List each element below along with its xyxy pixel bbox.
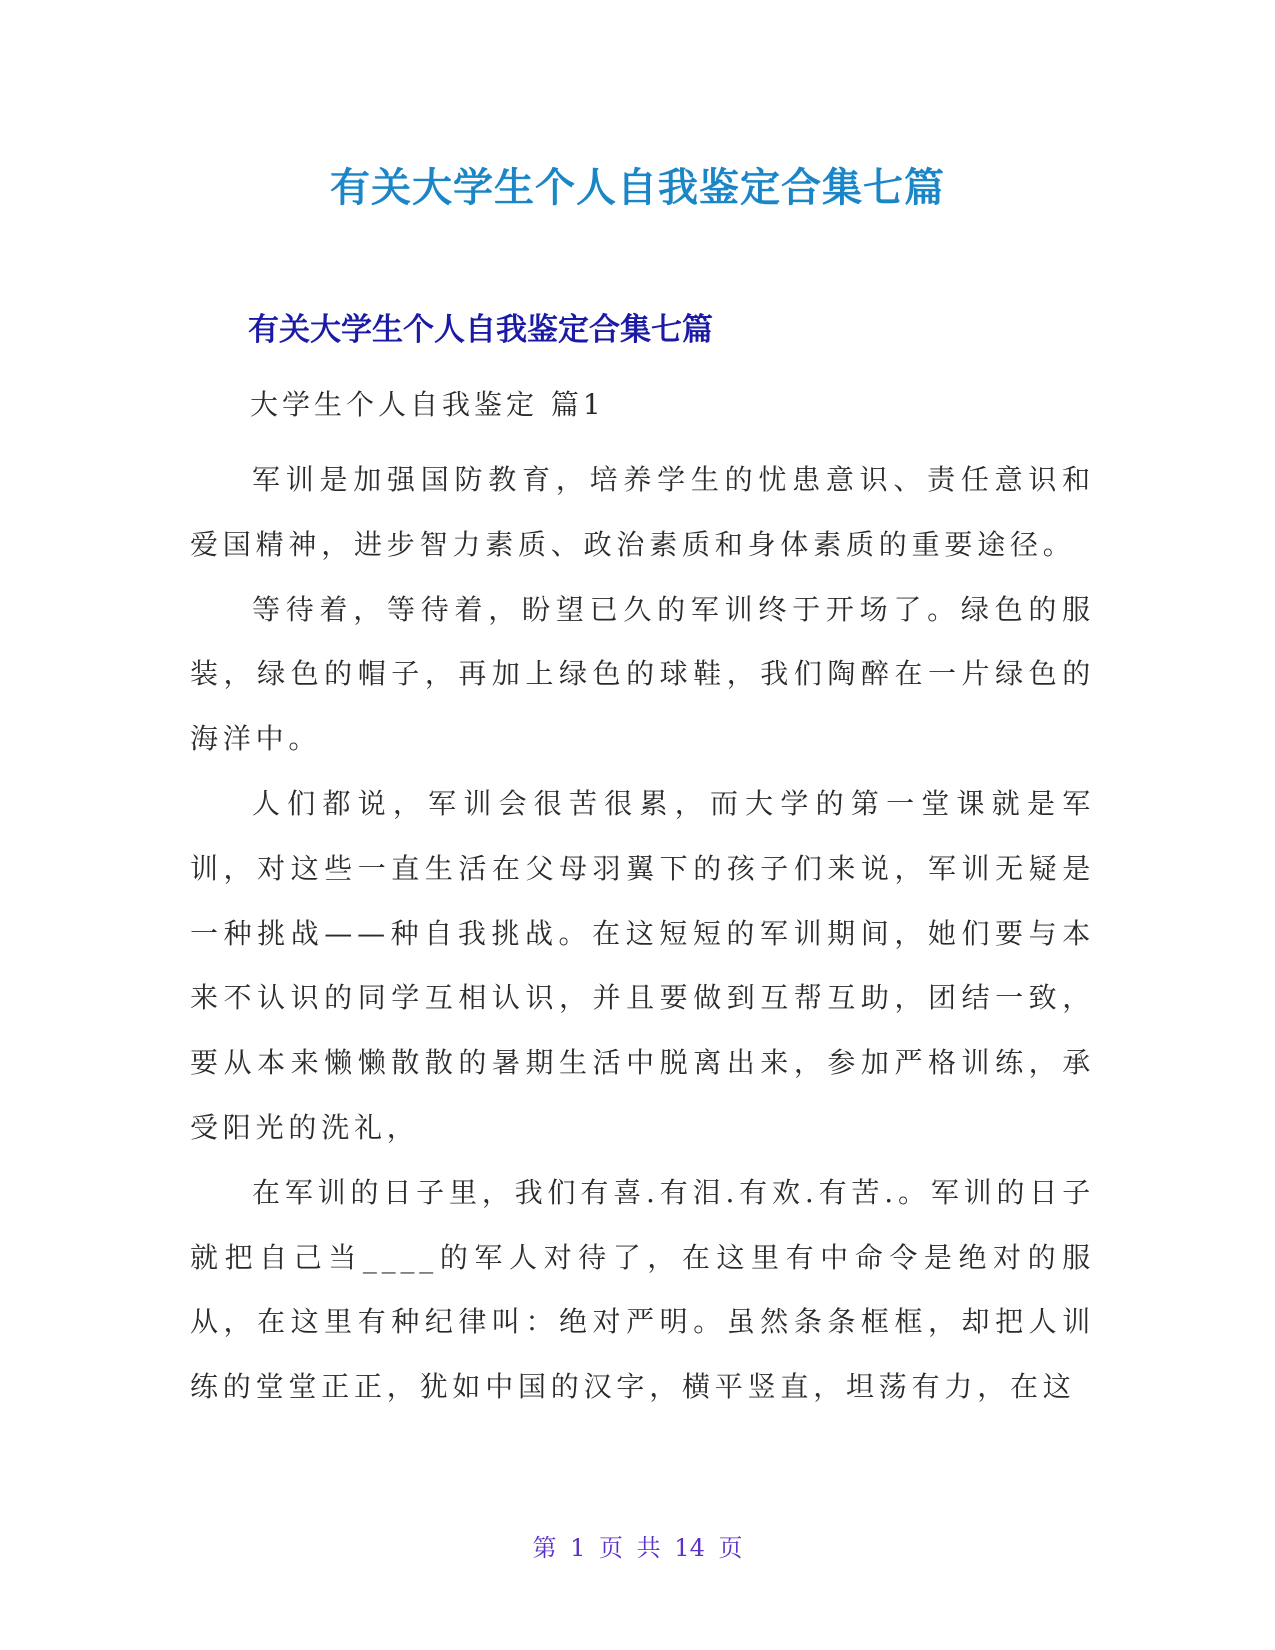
paragraph-4: 在军训的日子里，我们有喜.有泪.有欢.有苦.。军训的日子就把自己当____的军人对待了，在这里有中命令是绝对的服从，在这里有种纪律叫：绝对严明。虽然条条框框，却把人训练的堂堂正正，犹如中国的汉字，横平竖直，坦荡有力，在这 <box>190 1175 1095 1404</box>
paragraph-3: 人们都说，军训会很苦很累，而大学的第一堂课就是军训，对这些一直生活在父母羽翼下的孩子们来说，军训无疑是一种挑战——种自我挑战。在这短短的军训期间，她们要与本来不认识的同学互相认识，并且要做到互帮互助，团结一致，要从本来懒懒散散的暑期生活中脱离出来，参加严格训练，承受阳光的洗礼， <box>190 786 1095 1144</box>
page-title: 有关大学生个人自我鉴定合集七篇 <box>330 165 945 211</box>
paragraph-2: 等待着，等待着，盼望已久的军训终于开场了。绿色的服装，绿色的帽子，再加上绿色的球鞋，我们陶醉在一片绿色的海洋中。 <box>190 592 1095 756</box>
page-footer: 第 1 页 共 14 页 <box>532 1534 743 1562</box>
document-body <box>190 448 1095 1420</box>
section-heading: 有关大学生个人自我鉴定合集七篇 <box>248 312 713 348</box>
essay-label: 大学生个人自我鉴定 篇1 <box>250 388 605 421</box>
paragraph-1: 军训是加强国防教育，培养学生的忧患意识、责任意识和爱国精神，进步智力素质、政治素质和身体素质的重要途径。 <box>190 463 1095 561</box>
